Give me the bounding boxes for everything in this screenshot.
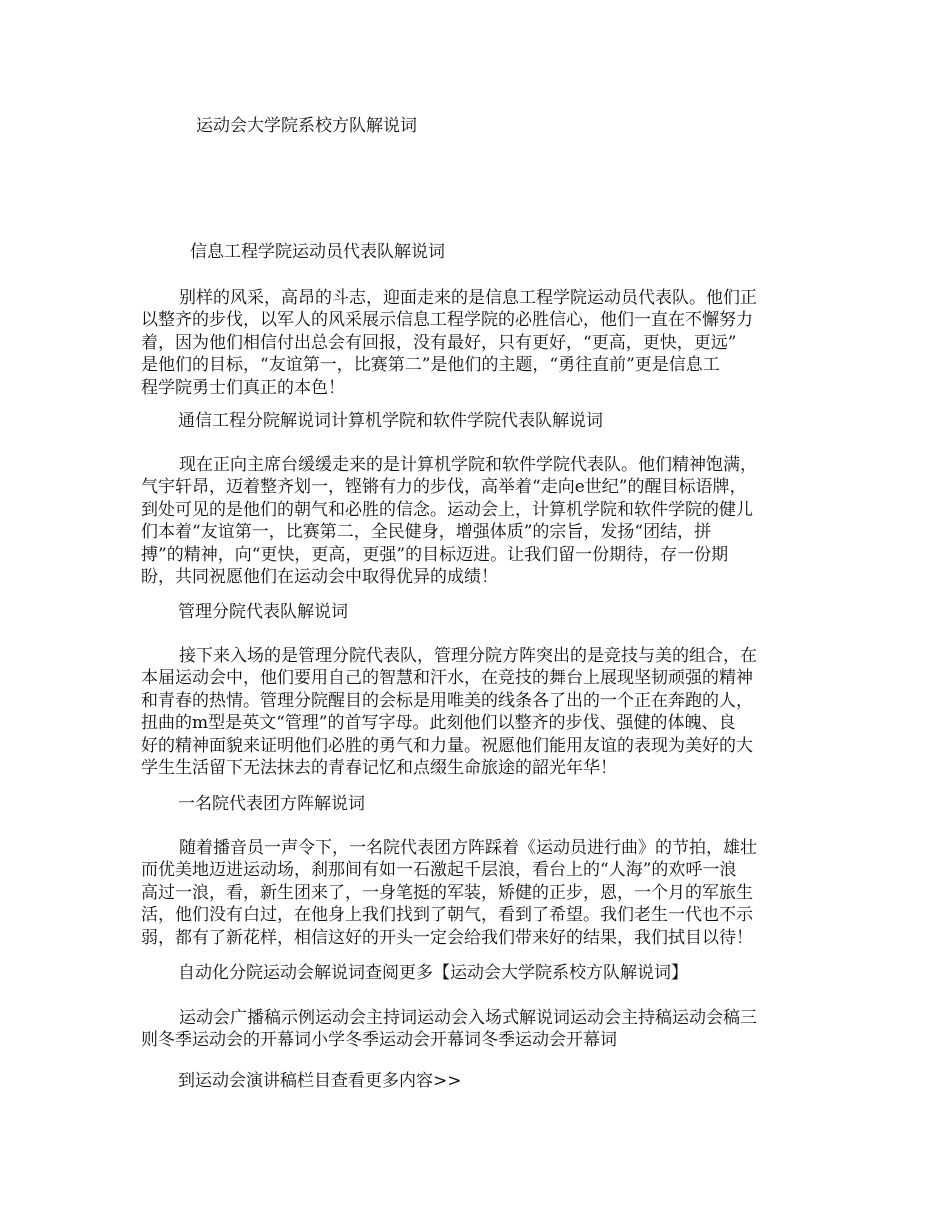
paragraph-line: 高过一浪，看，新生团来了，一身笔挺的军装，矫健的正步，恩，一个月的军旅生 — [141, 882, 753, 903]
paragraph-line: 和青春的热情。管理分院醒目的会标是用唯美的线条各了出的一个正在奔跑的人， — [141, 690, 753, 711]
paragraph-line: 活，他们没有白过，在他身上我们找到了朝气，看到了希望。我们老生一代也不示 — [141, 905, 753, 926]
section-heading-info-engineering: 信息工程学院运动员代表队解说词 — [190, 242, 445, 262]
related-line[interactable]: 运动会广播稿示例运动会主持词运动会入场式解说词运动会主持稿运动会稿三 — [179, 1008, 757, 1028]
related-line[interactable]: 则冬季运动会的开幕词小学冬季运动会开幕词冬季运动会开幕词 — [141, 1030, 617, 1051]
paragraph-line: 气宇轩昂，迈着整齐划一，铿锵有力的步伐，高举着“走向e世纪”的醒目标语牌， — [141, 477, 747, 498]
section-heading-delegation: 一名院代表团方阵解说词 — [178, 794, 365, 814]
more-link[interactable]: 自动化分院运动会解说词查阅更多【运动会大学院系校方队解说词】 — [178, 963, 688, 983]
paragraph-line: 盼，共同祝愿他们在运动会中取得优异的成绩！ — [141, 567, 498, 588]
paragraph-line: 本届运动会中，他们要用自己的智慧和汗水，在竞技的舞台上展现坚韧顽强的精神 — [141, 668, 753, 689]
paragraph-line: 好的精神面貌来证明他们必胜的勇气和力量。祝愿他们能用友谊的表现为美好的大 — [141, 735, 753, 756]
paragraph-line: 接下来入场的是管理分院代表队，管理分院方阵突出的是竞技与美的组合，在 — [179, 646, 757, 666]
paragraph-line: 学生生活留下无法抹去的青春记忆和点缀生命旅途的韶光年华！ — [141, 758, 617, 779]
paragraph-line: 现在正向主席台缓缓走来的是计算机学院和软件学院代表队。他们精神饱满， — [179, 455, 757, 475]
section-paragraph-info-engineering — [141, 287, 831, 399]
paragraph-line: 扭曲的m型是英文“管理”的首写字母。此刻他们以整齐的步伐、强健的体魄、良 — [141, 713, 736, 734]
paragraph-line: 随着播音员一声令下，一名院代表团方阵踩着《运动员进行曲》的节拍，雄壮 — [179, 838, 757, 858]
paragraph-line: 到处可见的是他们的朝气和必胜的信念。运动会上，计算机学院和软件学院的健儿 — [141, 499, 753, 520]
paragraph-line: 们本着“友谊第一，比赛第二，全民健身，增强体质”的宗旨，发扬“团结，拼 — [141, 522, 712, 543]
paragraph-line: 别样的风采，高昂的斗志，迎面走来的是信息工程学院运动员代表队。他们正 — [179, 288, 757, 308]
paragraph-line: 搏”的精神，向“更快，更高，更强”的目标迈进。让我们留一份期待，存一份期 — [141, 544, 729, 565]
section-paragraph-computer-software — [141, 454, 831, 588]
related-articles[interactable] — [141, 1007, 831, 1052]
section-heading-management: 管理分院代表队解说词 — [178, 602, 348, 622]
column-more-link[interactable]: 到运动会演讲稿栏目查看更多内容>> — [178, 1071, 462, 1091]
paragraph-line: 弱，都有了新花样，相信这好的开头一定会给我们带来好的结果，我们拭目以待！ — [141, 927, 753, 948]
paragraph-line: 程学院勇士们真正的本色！ — [141, 377, 345, 398]
document-title: 运动会大学院系校方队解说词 — [196, 116, 417, 136]
paragraph-line: 以整齐的步伐，以军人的风采展示信息工程学院的必胜信心，他们一直在不懈努力 — [141, 310, 753, 331]
section-paragraph-delegation — [141, 837, 831, 949]
section-paragraph-management — [141, 645, 831, 779]
paragraph-line: 着，因为他们相信付出总会有回报，没有最好，只有更好，“更高，更快，更远” — [141, 332, 737, 353]
paragraph-line: 而优美地迈进运动场，刹那间有如一石激起千层浪，看台上的“人海”的欢呼一浪 — [141, 860, 737, 881]
paragraph-line: 是他们的目标，“友谊第一，比赛第二”是他们的主题，“勇往直前”更是信息工 — [141, 355, 720, 376]
section-heading-computer-software: 通信工程分院解说词计算机学院和软件学院代表队解说词 — [178, 411, 603, 431]
